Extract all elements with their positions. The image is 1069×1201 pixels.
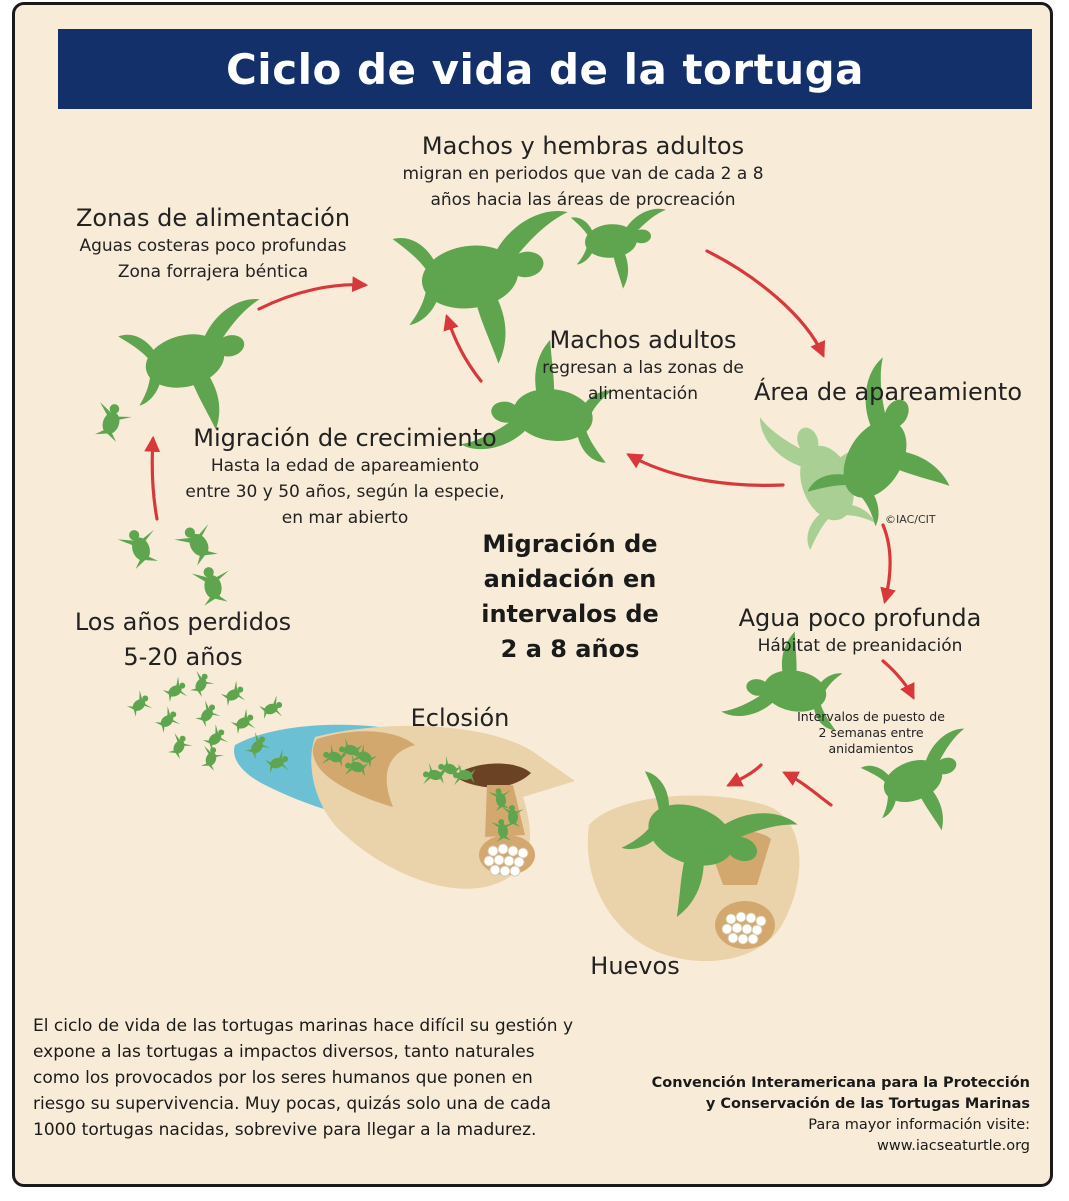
org-line2: y Conservación de las Tortugas Marinas xyxy=(705,1096,1030,1112)
adults-title: Machos y hembras adultos xyxy=(421,132,745,160)
more-info-text: Para mayor información visite: xyxy=(808,1117,1030,1133)
adults-line1: migran en periodos que van de cada 2 a 8 xyxy=(402,164,764,184)
hatching-label: Eclosión xyxy=(410,704,510,732)
eggs-label: Huevos xyxy=(590,952,680,980)
nesting-migration-line4: 2 a 8 años xyxy=(500,635,640,663)
males-line2: alimentación xyxy=(588,384,698,404)
shallow-title: Agua poco profunda xyxy=(738,604,982,632)
lost-years-line1: 5-20 años xyxy=(123,643,243,671)
org-line1: Convención Interamericana para la Protección xyxy=(651,1075,1030,1091)
intervals-line1: Intervalos de puesto de xyxy=(797,709,945,724)
feeding-line1: Aguas costeras poco profundas xyxy=(79,236,347,256)
lost-years-title: Los años perdidos xyxy=(74,608,292,636)
nesting-migration-line3: intervalos de xyxy=(481,600,659,628)
males-title: Machos adultos xyxy=(549,326,737,354)
intervals-line3: anidamientos xyxy=(828,741,914,756)
shallow-label xyxy=(715,603,1005,659)
footer-description: El ciclo de vida de las tortugas marinas hace difícil su gestión y expone a las tortugas a impactos diversos, tanto naturales como los provocados por los seres humanos que ponen en riesgo su supervivencia. Muy pocas, quizás solo una de cada 1000 tortugas nacidas, sobrevive para llegar a la madurez. xyxy=(33,1016,574,1140)
feeding-label xyxy=(53,203,373,285)
intervals-label xyxy=(781,709,961,757)
feeding-line2: Zona forrajera béntica xyxy=(117,262,309,282)
shallow-line1: Hábitat de preanidación xyxy=(757,636,963,656)
growth-label xyxy=(145,423,545,531)
growth-line2: entre 30 y 50 años, según la especie, xyxy=(185,482,505,502)
website-link[interactable]: www.iacseaturtle.org xyxy=(877,1138,1030,1154)
growth-title: Migración de crecimiento xyxy=(193,424,497,452)
males-label xyxy=(523,325,763,407)
lost-years-label xyxy=(63,605,303,675)
credit: ©IAC/CIT xyxy=(885,513,936,526)
growth-line3: en mar abierto xyxy=(281,508,409,528)
nesting-migration-line1: Migración de xyxy=(482,530,658,558)
nesting-migration-line2: anidación en xyxy=(483,565,657,593)
growth-line1: Hasta la edad de apareamiento xyxy=(210,456,480,476)
males-line1: regresan a las zonas de xyxy=(542,358,744,378)
nesting-migration-label xyxy=(465,527,675,667)
page-title: Ciclo de vida de la tortuga xyxy=(225,44,865,94)
mating-title: Área de apareamiento xyxy=(753,378,1023,406)
organization-info xyxy=(652,1073,1030,1157)
turtle-center-small xyxy=(571,208,672,292)
feeding-title: Zonas de alimentación xyxy=(75,204,351,232)
intervals-line2: 2 semanas entre xyxy=(818,725,924,740)
poster xyxy=(12,2,1053,1187)
adults-line2: años hacia las áreas de procreación xyxy=(430,190,736,210)
adults-label xyxy=(333,131,833,213)
mating-label xyxy=(743,377,1033,407)
